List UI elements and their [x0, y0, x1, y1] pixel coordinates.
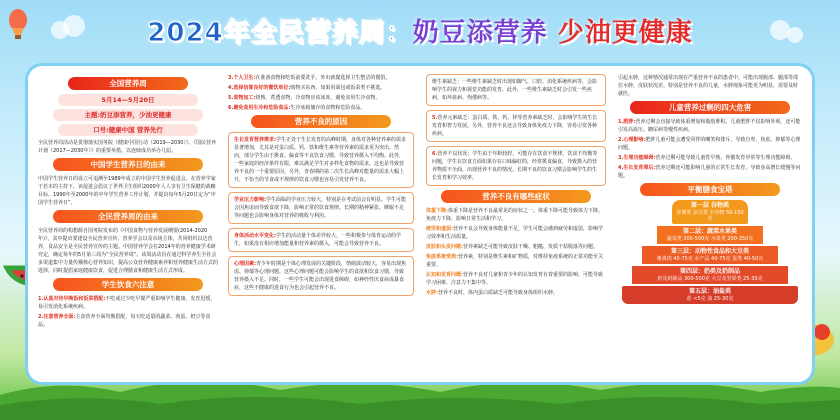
cause-block: 学业压力影响:学生面临的学业压力较大，特别是在考试前会有明显。学生可能会因焦虑而导致食欲下降，影响正常的饮食规律。长期的精神紧张、睡眠不足等问题也会影响身体对营养的吸收与利用。	[228, 192, 414, 224]
section-header-nutrition-week: 全国营养周	[68, 77, 188, 90]
food-pyramid	[618, 200, 802, 304]
intro-text: 全民营养周活动是贯彻落实国务院《健康中国行动（2019—2030）》、《国民营养计划（2017—2030年）》的重要举措。以连续成功举办几届。	[38, 140, 216, 154]
cause-block: 身体活动水平变化:学生的活动量个体差异较大，一些积极参与体育运动的学生，如果没有相应增加能量和营养素的摄入，可能会导致营养不良。	[228, 228, 414, 252]
page-title	[0, 12, 840, 49]
section-header-symptoms: 营养不良有哪些症状	[441, 190, 591, 203]
tip-item: 1.认真对待早晚饭和饭菜搭配:不吃或过少吃早餐严重影响学生健康，发育迟缓，易引发消化系统疾病。	[38, 296, 216, 310]
deficiency-block: 维生素缺乏：一些维生素缺乏时出现如脚气、口腔、消化系统疾病等，会影响学生的视力和视觉功能的发育。此外，一些维生素缺乏时会引发一些疾病，如坏血病、佝偻病等。	[426, 74, 606, 106]
section-header-student-day: 中国学生营养日的由来	[53, 158, 203, 171]
pyramid-tier: 第三层：动物性食品和大豆类 畜禽肉 40-75克 水产品 40-75克 蛋类 40-50克	[642, 246, 778, 264]
pyramid-tier: 第一层 谷物类 谷薯类 杂豆类 全谷物 50-150克	[672, 200, 748, 224]
date-pill: 5月14—5月20日	[58, 94, 198, 106]
tip-item: 6.避免食用生冷和危险食品:生冷冰箱储存的食物和危险食品。	[228, 105, 366, 111]
section-header-six-tips: 学生饮食六注意	[53, 278, 203, 291]
slogan-pill: 口号:健康中国 营养先行	[58, 124, 198, 136]
content-board	[28, 66, 812, 382]
edema-text: 引起水肿，这种情况通常出现在严重营养不良的患者中。可能出现腹部、腿部等部位水肿，皮肤状况差。特别是营养不良的儿童，水肿现象可能更为明显，需要及时就医。	[618, 75, 799, 97]
theme-pill: 主题:奶豆添营养，少油更健康	[53, 109, 203, 121]
section-header-food-pyramid: 平衡膳食宝塔	[640, 183, 780, 196]
harm-item: 4.生长发育滞后:营养过剩还可能影响儿童的正常生长发育，导致身高增长缓慢等问题。	[618, 165, 801, 179]
title-part1: 2024年全民营养周：	[147, 18, 413, 48]
pyramid-tier: 第二层：蔬菜水果类 蔬菜类 300-500克 水果类 200-350克	[657, 226, 763, 244]
symptom-item: 认知和发育问题:营养不良对儿童和青少年的认知发育有着重要的影响，可能导致学习困难、注意力不集中等。	[426, 272, 604, 286]
column-2	[228, 74, 414, 300]
pyramid-tier: 第四层：奶类及奶制品 奶及奶制品 300-500克 大豆及坚果类 25-35克	[632, 266, 788, 284]
symptom-item: 免疫系统受损:营养素，特别是维生素和矿物质，对维持免疫系统的正常功能至关重要。	[426, 254, 604, 268]
tip-item: 4.选择信誉良好的餐饮单位:购物买东西，如果用面包或饭菜类不挑选。	[228, 85, 386, 91]
tip-item: 5.食物加工:烧熟、煮透食物，冷食物应该冰冻，避免食用生冷食物。	[228, 95, 381, 101]
column-1	[38, 74, 218, 331]
harm-item: 3.生理功能障碍:营养过剩可能导致儿童性早熟、骨骼发育异常等生理功能障碍。	[618, 155, 796, 161]
column-4	[618, 74, 802, 306]
title-part3: 少油更健康	[557, 18, 693, 48]
pyramid-tier: 第五层：油盐类 盐 <5克 油 25-30克	[622, 286, 798, 304]
column-3	[426, 74, 606, 299]
cause-block: 心理因素:青少年时期是个体心理发展的关键阶段，情绪波动较大，容易出现焦虑、抑郁等心理问题。这些心理问题可能会影响学生的食欲和饮食习惯，导致营养摄入不足。同时，一些学生可能会出现进食障碍，如神经性厌食症或暴食症，这些不健康的进食行为也会引起营养不良。	[228, 256, 414, 296]
symptom-item: 疲劳和虚弱:营养不良会导致身体能量不足，学生可能会感到疲劳和虚弱，影响学习效率和生活质量。	[426, 226, 604, 240]
student-day-text: 中国学生营养日的设立可追溯至1989年成立的中国学生营养促进会。在营养学家于若木的主持下，该促进会倡议了世界卫生组织2000年人人享有卫生保健的战略目标。1990年至2000年的中年学生营养工作计划，并提出每年5月20日定为“中国学生营养日”。	[38, 176, 216, 206]
section-header-overnutrition: 儿童营养过剩的四大危害	[630, 101, 790, 114]
harm-item: 1.肥胖:营养过剩会直接导致体重增加和脂肪堆积。儿童肥胖不仅影响外观，还可能引发高血压、糖尿病等慢性疾病。	[618, 119, 801, 133]
nutrition-week-origin-text: 全民营养周的构想源自国务院发布的《中国食物与营养发展纲要(2014-2020年)》，其中提出要建设全民营养宣传。营养学会以及市场主体，共同组织以达营养，食品安全是全民营养宣传的主题。中国营养学会在2014年的营养健康学术研究定，确定每年的5月第三周为“全民营养周”。该周活动旨在通过科学养生全社会多渠道集中力量传播核心营养知识，提高公众营养健康素养和营养健康生活方式的选择，同时提倡家庭健康饮食，促进合理膳食和健康生活方式形成。	[38, 228, 219, 274]
section-header-malnutrition-causes: 营养不良的原因	[251, 115, 391, 128]
cause-block: 生长发育营养需求:学生正处于生长发育的高峰时期，身体对各种营养素的需求显著增加，尤其是对蛋白质、钙、铁和维生素等营养素的需求更为突出。然而，部分学生由于挑食、偏食等不良饮食习惯，导致营养摄入不均衡。此外，一些家庭的经济条件有限，难以满足学生对多样化食物的需求，这也是导致营养不良的一个重要原因。另外，青春期的第二次生长高峰对能量的需求大幅上升，不恰当的节食或不规律的饮食习惯也容易引发营养不良。	[228, 132, 414, 188]
title-part2: 奶豆添营养	[412, 18, 548, 48]
harm-item: 2.心理影响:肥胖儿童可能会遭受同伴的嘲笑和排斥，导致自卑、焦虑、抑郁等心理问题。	[618, 137, 801, 151]
symptom-item: 水肿:营养不良时，体内蛋白质缺乏可能导致身体组织水肿。	[426, 290, 559, 296]
symptom-item: 体重下降:体重下降是营养不良最常见的症状之一。体重下降可能导致体力下降、免疫力下降，影响日常生活和学习。	[426, 208, 604, 222]
section-header-nutrition-week-origin: 全民营养周的由来	[53, 210, 203, 223]
deficiency-block: 6.营养不良状况：学生由于年龄较轻，可能存在饮食不规律、饮食不均衡等问题，学生在饮食方面如果存在口味偏好的，经常挑食偏食，导致摄入的营养物质不全面，出现营养不良的情况。长期不良的饮食习惯会影响学生的生长发育和学习效率。	[426, 146, 606, 186]
tip-item: 3.个人卫生:在准备食物和吃饭前要洗手，外出就餐选择卫生整洁的餐馆。	[228, 75, 391, 81]
deficiency-block: 5.营养元素缺乏：蛋白质、铁、钙、锌等营养素缺乏时，会影响学生的生长发育和智力发展。另外，营养不良还会导致身体免疫力下降，容易引发各种疾病。	[426, 110, 606, 142]
tip-item: 2.注意营养全面:主食营养全面均衡搭配，每天吃适量的蔬菜、肉蛋、奶豆等食品。	[38, 314, 211, 328]
symptom-item: 皮肤和头发问题:营养素缺乏可能导致皮肤干燥、粗糙、发质干枯脱落等问题。	[426, 244, 599, 250]
